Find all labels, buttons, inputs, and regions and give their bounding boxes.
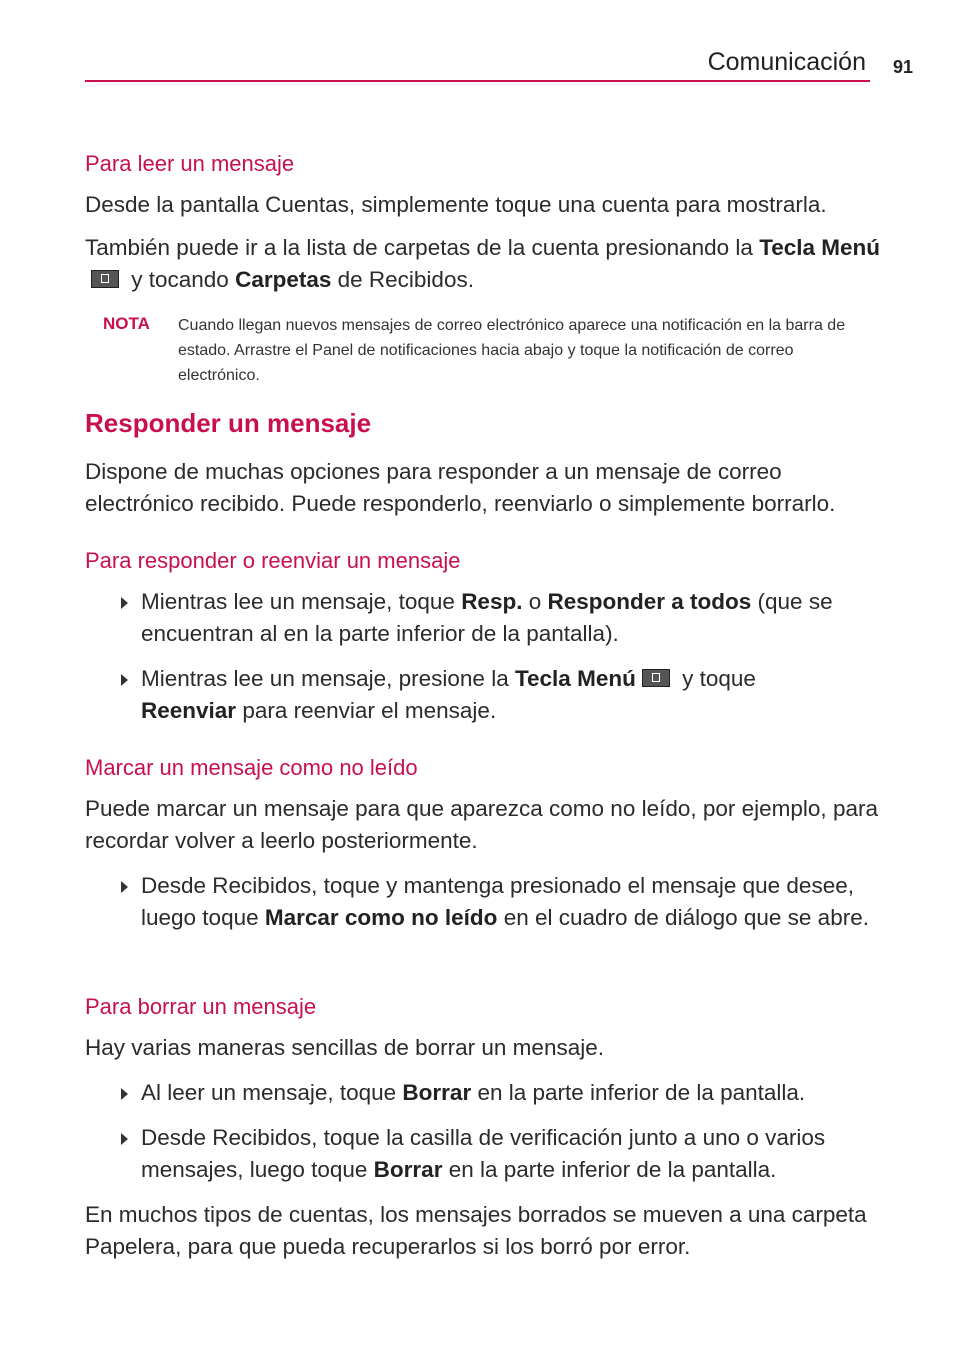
text: o — [522, 589, 548, 614]
text: Desde Recibidos, toque y mantenga presionado el mensaje que desee, luego toque — [141, 873, 854, 930]
paragraph: Desde la pantalla Cuentas, simplemente toque una cuenta para mostrarla. — [85, 192, 827, 217]
heading-responder: Responder un mensaje — [85, 408, 372, 438]
paragraph: Puede marcar un mensaje para que aparezca como no leído, por ejemplo, para recordar volver a leerlo posteriormente. — [85, 796, 878, 853]
heading-responder-reenviar: Para responder o reenviar un mensaje — [85, 548, 461, 573]
text: Mientras lee un mensaje, presione la — [141, 666, 515, 691]
header-rule — [85, 80, 870, 82]
bold-text: Responder a todos — [547, 589, 752, 614]
heading-borrar: Para borrar un mensaje — [85, 994, 317, 1019]
text: También puede ir a la lista de carpetas de la cuenta presionando la — [85, 235, 760, 260]
text: y tocando — [125, 267, 236, 292]
text: y toque — [675, 666, 756, 691]
paragraph — [85, 232, 885, 296]
bullet-item — [141, 1122, 881, 1186]
bold-text: Reenviar — [141, 698, 237, 723]
bullet-item — [141, 1077, 881, 1109]
bullet-triangle-icon — [121, 674, 128, 686]
note-label: NOTA — [103, 314, 150, 333]
menu-key-icon — [91, 270, 119, 288]
menu-key-icon — [642, 669, 670, 687]
text: Mientras lee un mensaje, toque — [141, 589, 462, 614]
text: (que se encuentran al en la parte inferior de la pantalla). — [141, 589, 833, 646]
bullet-item — [141, 586, 881, 650]
text: en el cuadro de diálogo que se abre. — [497, 905, 869, 930]
paragraph: Hay varias maneras sencillas de borrar un mensaje. — [85, 1035, 604, 1060]
text: Al leer un mensaje, toque — [141, 1080, 403, 1105]
paragraph: En muchos tipos de cuentas, los mensajes borrados se mueven a una carpeta Papelera, para que pueda recuperarlos si los borró por error. — [85, 1202, 867, 1259]
bullet-triangle-icon — [121, 1133, 128, 1145]
page-number: 91 — [893, 57, 914, 77]
bold-text: Borrar — [402, 1080, 472, 1105]
text: en la parte inferior de la pantalla. — [442, 1157, 777, 1182]
text: para reenviar el mensaje. — [236, 698, 497, 723]
bullet-triangle-icon — [121, 597, 128, 609]
heading-leer: Para leer un mensaje — [85, 151, 295, 176]
heading-marcar: Marcar un mensaje como no leído — [85, 755, 418, 780]
paragraph: Dispone de muchas opciones para responder a un mensaje de correo electrónico recibido. Puede responderlo, reenviarlo o simplemente borrarlo. — [85, 459, 836, 516]
text: de Recibidos. — [331, 267, 474, 292]
bullet-triangle-icon — [121, 881, 128, 893]
bold-text: Carpetas — [235, 267, 332, 292]
bold-text: Tecla Menú — [514, 666, 636, 691]
bold-text: Borrar — [373, 1157, 443, 1182]
bold-text: Marcar como no leído — [264, 905, 498, 930]
section-title: Comunicación — [707, 48, 866, 76]
bullet-item — [141, 870, 881, 934]
text: en la parte inferior de la pantalla. — [471, 1080, 806, 1105]
bullet-triangle-icon — [121, 1088, 128, 1100]
text: Desde Recibidos, toque la casilla de verificación junto a uno o varios mensajes, luego toque — [141, 1125, 826, 1182]
bold-text: Tecla Menú — [759, 235, 881, 260]
bold-text: Resp. — [461, 589, 523, 614]
note-text: Cuando llegan nuevos mensajes de correo electrónico aparece una notificación en la barra de estado. Arrastre el Panel de notificaciones hacia abajo y toque la notificación de correo electrónico. — [178, 317, 846, 384]
bullet-item — [141, 663, 881, 727]
